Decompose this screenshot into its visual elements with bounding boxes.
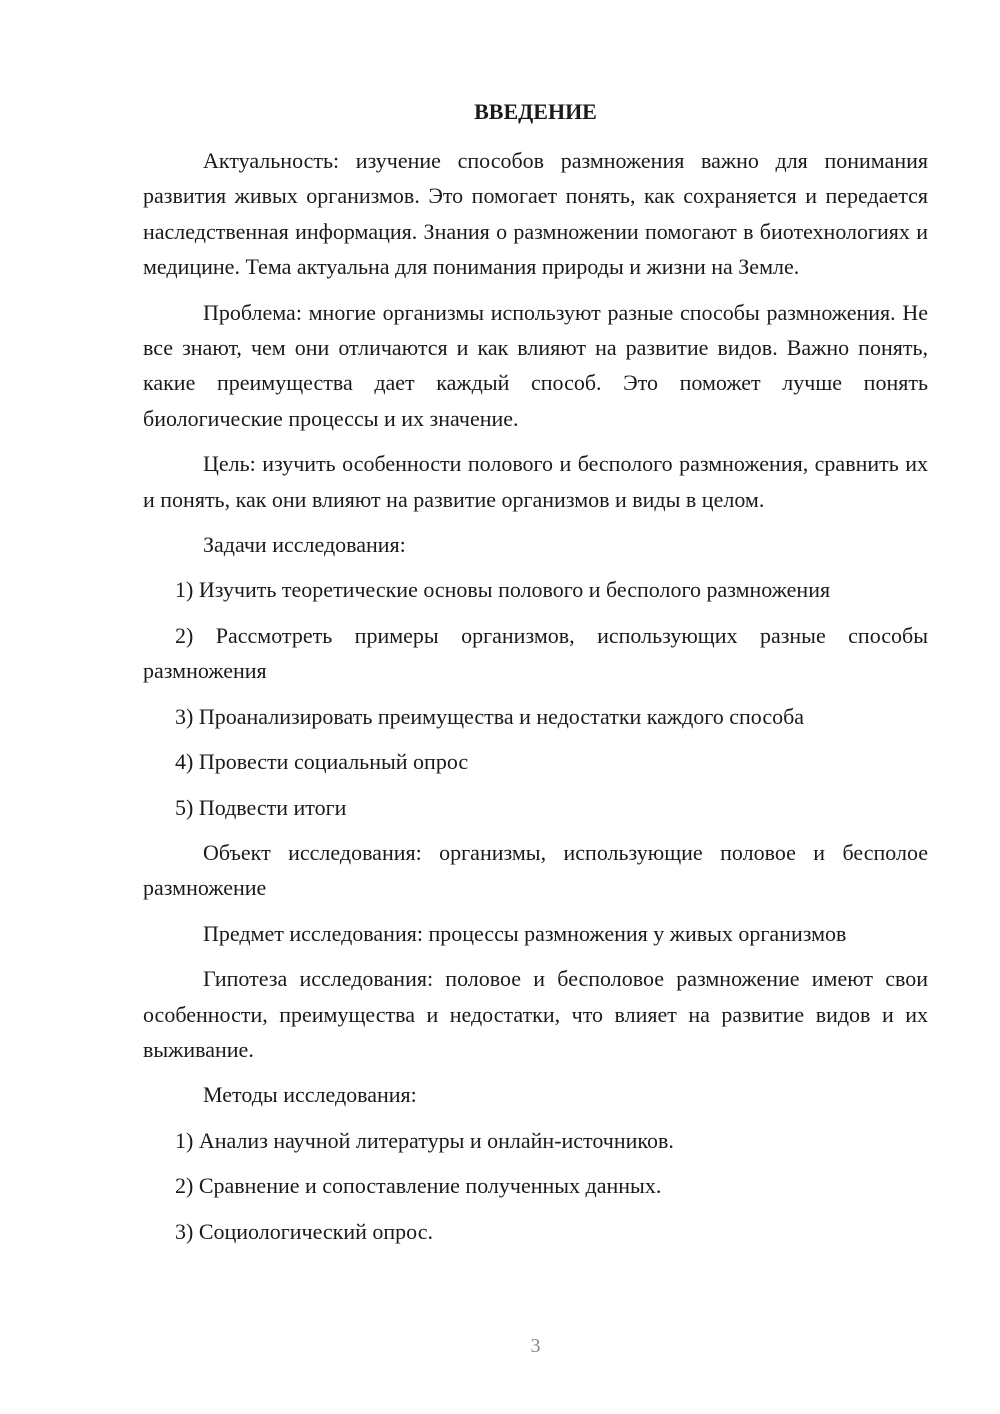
task-item-4: 4) Провести социальный опрос <box>175 749 469 775</box>
problem-paragraph: Проблема: многие организмы используют разные способы размножения. Не все знают, чем они отличаются и как влияют на развитие видов. Важно понять, какие преимущества дает каждый способ. Это поможет лучше понять биологические процессы и их значение. <box>143 299 928 431</box>
section-heading: ВВЕДЕНИЕ <box>474 99 597 124</box>
object-paragraph: Объект исследования: организмы, использующие половое и бесполое размножение <box>143 839 928 901</box>
page-number: 3 <box>530 1335 541 1357</box>
body-text <box>143 143 928 1259</box>
methods-title: Методы исследования: <box>203 1082 417 1108</box>
method-item-2: 2) Сравнение и сопоставление полученных данных. <box>175 1173 662 1199</box>
method-item-3: 3) Социологический опрос. <box>175 1218 433 1244</box>
goal-paragraph: Цель: изучить особенности полового и бесполого размножения, сравнить их и понять, как они влияют на развитие организмов и виды в целом. <box>143 451 928 512</box>
task-item-3: 3) Проанализировать преимущества и недостатки каждого способа <box>175 703 805 729</box>
document-page <box>143 0 928 1414</box>
method-item-1: 1) Анализ научной литературы и онлайн-источников. <box>175 1127 674 1153</box>
relevance-paragraph: Актуальность: изучение способов размножения важно для понимания развития живых организмов. Это помогает понять, как сохраняется и передается наследственная информация. Знания о размножении помогают в биотехнологиях и медицине. Тема актуальна для понимания природы и жизни на Земле. <box>143 148 928 280</box>
tasks-title: Задачи исследования: <box>203 532 406 558</box>
task-item-5: 5) Подвести итоги <box>175 794 347 820</box>
subject-paragraph: Предмет исследования: процессы размножения у живых организмов <box>203 920 847 946</box>
task-item-2: 2) Рассмотреть примеры организмов, использующих разные способы размножения <box>143 622 928 684</box>
task-item-1: 1) Изучить теоретические основы полового и бесполого размножения <box>175 577 831 603</box>
hypothesis-paragraph: Гипотеза исследования: половое и бесполовое размножение имеют свои особенности, преимущества и недостатки, что влияет на развитие видов и их выживание. <box>143 966 928 1062</box>
